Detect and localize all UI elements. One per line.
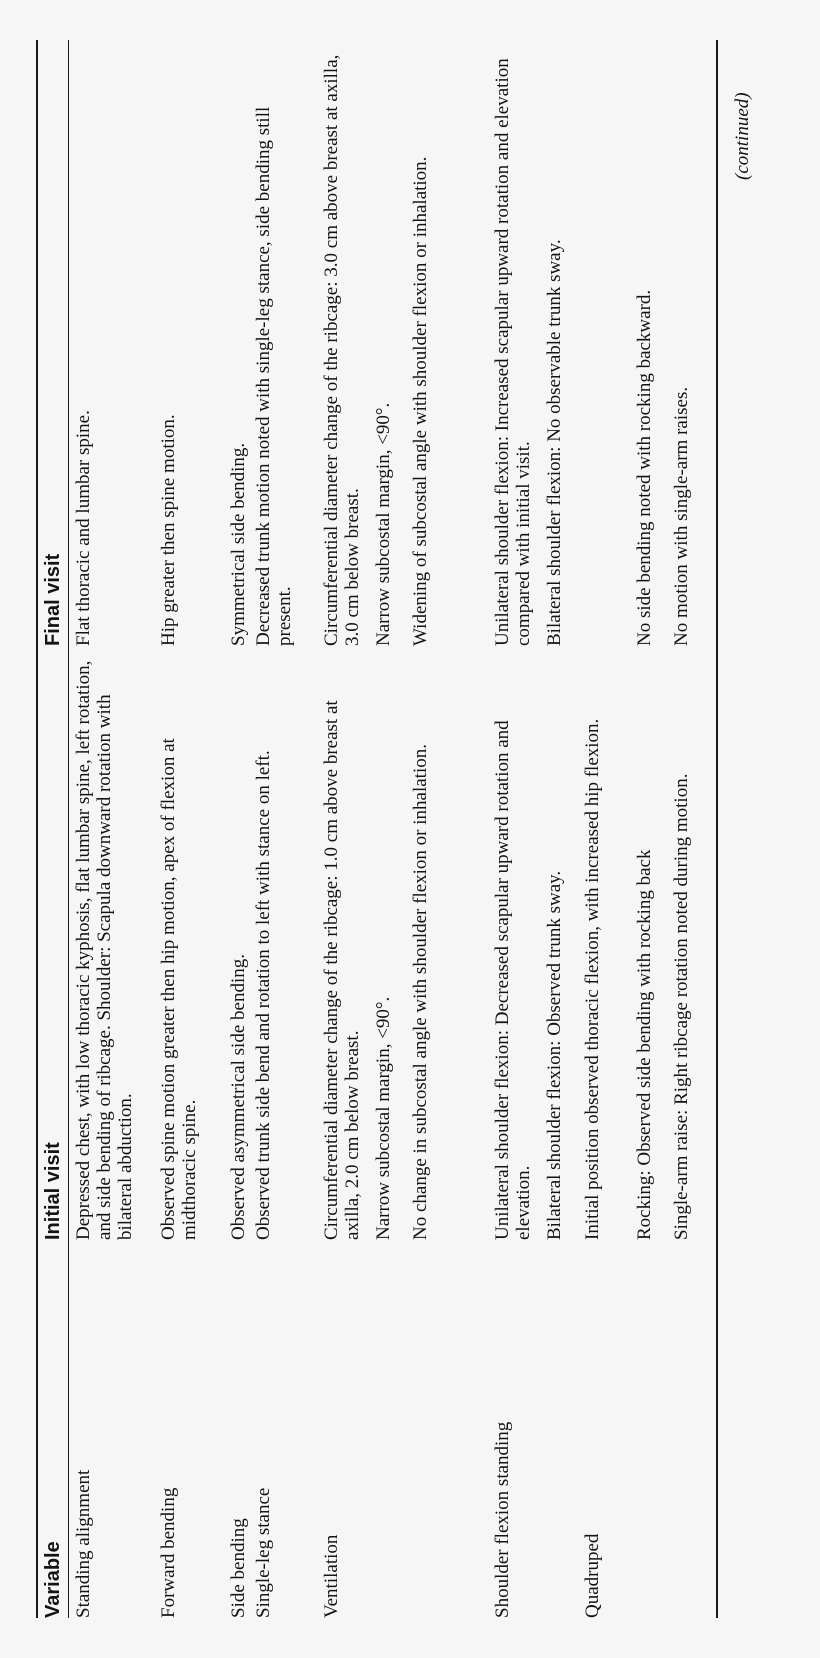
continued-note: (continued) bbox=[732, 92, 753, 180]
initial-side-bending: Observed asymmetrical side bending. bbox=[228, 954, 249, 1240]
bottom-rule bbox=[716, 40, 718, 1618]
initial-ventilation-3: No change in subcostal angle with shoulder flexion or inhalation. bbox=[410, 744, 431, 1240]
initial-shoulder-1: Unilateral shoulder flexion: Decreased scapular upward rotation and elevation. bbox=[492, 720, 534, 1240]
header-final-visit: Final visit bbox=[42, 553, 64, 646]
initial-quadruped-2: Rocking: Observed side bending with rocking back bbox=[634, 849, 655, 1240]
initial-single-leg-stance: Observed trunk side bend and rotation to left with stance on left. bbox=[253, 750, 274, 1240]
row-variable: Shoulder flexion standing bbox=[492, 1421, 513, 1618]
final-ventilation-3: Widening of subcostal angle with shoulder flexion or inhalation. bbox=[410, 156, 431, 646]
initial-ventilation-2: Narrow subcostal margin, <90°. bbox=[373, 996, 394, 1240]
final-ventilation-2: Narrow subcostal margin, <90°. bbox=[373, 402, 394, 646]
final-quadruped-3: No motion with single-arm raises. bbox=[671, 386, 692, 646]
row-variable: Standing alignment bbox=[73, 1469, 94, 1618]
top-rule bbox=[36, 40, 38, 1618]
final-forward-bending: Hip greater then spine motion. bbox=[158, 414, 179, 646]
header-initial-visit: Initial visit bbox=[42, 1142, 64, 1240]
row-variable: Quadruped bbox=[582, 1533, 603, 1618]
final-shoulder-1: Unilateral shoulder flexion: Increased scapular upward rotation and elevation compared with initial visit. bbox=[492, 58, 534, 646]
header-variable: Variable bbox=[42, 1541, 64, 1618]
final-quadruped-2: No side bending noted with rocking backward. bbox=[634, 289, 655, 646]
initial-quadruped-3: Single-arm raise: Right ribcage rotation noted during motion. bbox=[671, 773, 692, 1240]
final-ventilation-1: Circumferential diameter change of the ribcage: 3.0 cm above breast at axilla, 3.0 cm below breast. bbox=[321, 54, 363, 646]
final-side-bending: Symmetrical side bending. bbox=[228, 442, 249, 646]
row-variable: Single-leg stance bbox=[253, 1487, 274, 1618]
final-standing-alignment: Flat thoracic and lumbar spine. bbox=[73, 410, 94, 646]
final-shoulder-2: Bilateral shoulder flexion: No observable trunk sway. bbox=[544, 239, 565, 646]
row-variable: Forward bending bbox=[158, 1487, 179, 1618]
initial-ventilation-1: Circumferential diameter change of the ribcage: 1.0 cm above breast at axilla, 2.0 cm below breast. bbox=[321, 700, 363, 1240]
final-single-leg-stance: Decreased trunk motion noted with single-leg stance, side bending still present. bbox=[253, 106, 295, 646]
initial-quadruped-1: Initial position observed thoracic flexion, with increased hip flexion. bbox=[582, 718, 603, 1240]
initial-forward-bending: Observed spine motion greater then hip motion, apex of flexion at midthoracic spine. bbox=[158, 738, 200, 1240]
initial-standing-alignment: Depressed chest, with low thoracic kyphosis, flat lumbar spine, left rotation, and side bending of ribcage. Shoulder: Scapula downward rotation with bilateral abduction. bbox=[73, 660, 136, 1240]
initial-shoulder-2: Bilateral shoulder flexion: Observed trunk sway. bbox=[544, 870, 565, 1240]
row-variable: Ventilation bbox=[321, 1534, 342, 1618]
row-variable: Side bending bbox=[228, 1518, 249, 1618]
header-rule bbox=[68, 40, 69, 1618]
